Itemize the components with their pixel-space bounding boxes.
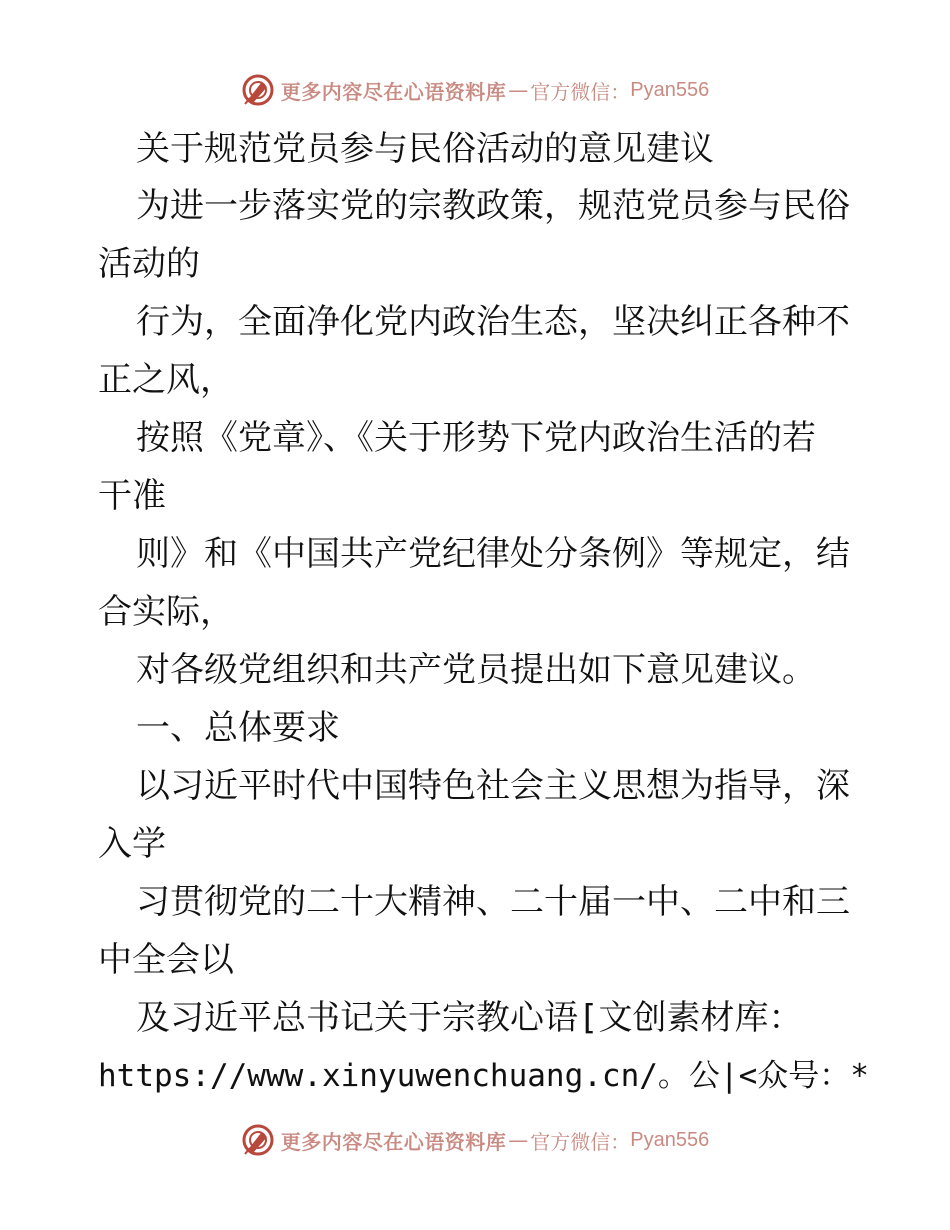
pen-nib-logo-icon	[241, 73, 275, 107]
footer-watermark	[0, 1120, 950, 1160]
doc-title: 关于规范党员参与民俗活动的意见建议	[136, 129, 714, 169]
doc-line: 合实际，	[98, 592, 234, 632]
watermark-main-text: 更多内容尽在心语资料库	[280, 1129, 507, 1154]
doc-line: 正之风，	[98, 360, 234, 400]
watermark-main-text: 更多内容尽在心语资料库	[280, 79, 507, 104]
watermark-wechat-id: Pyan556	[630, 1128, 710, 1151]
doc-section-heading: 一、总体要求	[136, 708, 340, 748]
doc-line: 对各级党组织和共产党员提出如下意见建议。	[136, 650, 816, 690]
doc-line: 干准	[98, 476, 166, 516]
doc-line: 行为，全面净化党内政治生态，坚决纠正各种不	[136, 302, 850, 342]
doc-line: 及习近平总书记关于宗教心语[文创素材库：	[136, 998, 803, 1038]
watermark-dash: —	[508, 1128, 529, 1152]
watermark-wechat-id: Pyan556	[630, 78, 710, 101]
pen-nib-logo-icon	[241, 1123, 275, 1157]
doc-line: 为进一步落实党的宗教政策，规范党员参与民俗	[136, 186, 850, 226]
doc-url-line: https://www.xinyuwenchuang.cn/。公|<众号：*	[98, 1058, 869, 1094]
doc-line: 习贯彻党的二十大精神、二十届一中、二中和三	[136, 882, 850, 922]
header-watermark	[0, 70, 950, 110]
doc-line: 活动的	[98, 244, 200, 284]
watermark-label: 官方微信：	[530, 1129, 631, 1154]
doc-line: 则》和《中国共产党纪律处分条例》等规定，结	[136, 534, 850, 574]
doc-line: 以习近平时代中国特色社会主义思想为指导，深	[136, 766, 850, 806]
doc-line: 按照《党章》、《关于形势下党内政治生活的若	[136, 418, 816, 458]
watermark-dash: —	[508, 78, 529, 102]
watermark-label: 官方微信：	[530, 79, 631, 104]
doc-line: 中全会以	[98, 940, 234, 980]
doc-line: 入学	[98, 824, 166, 864]
